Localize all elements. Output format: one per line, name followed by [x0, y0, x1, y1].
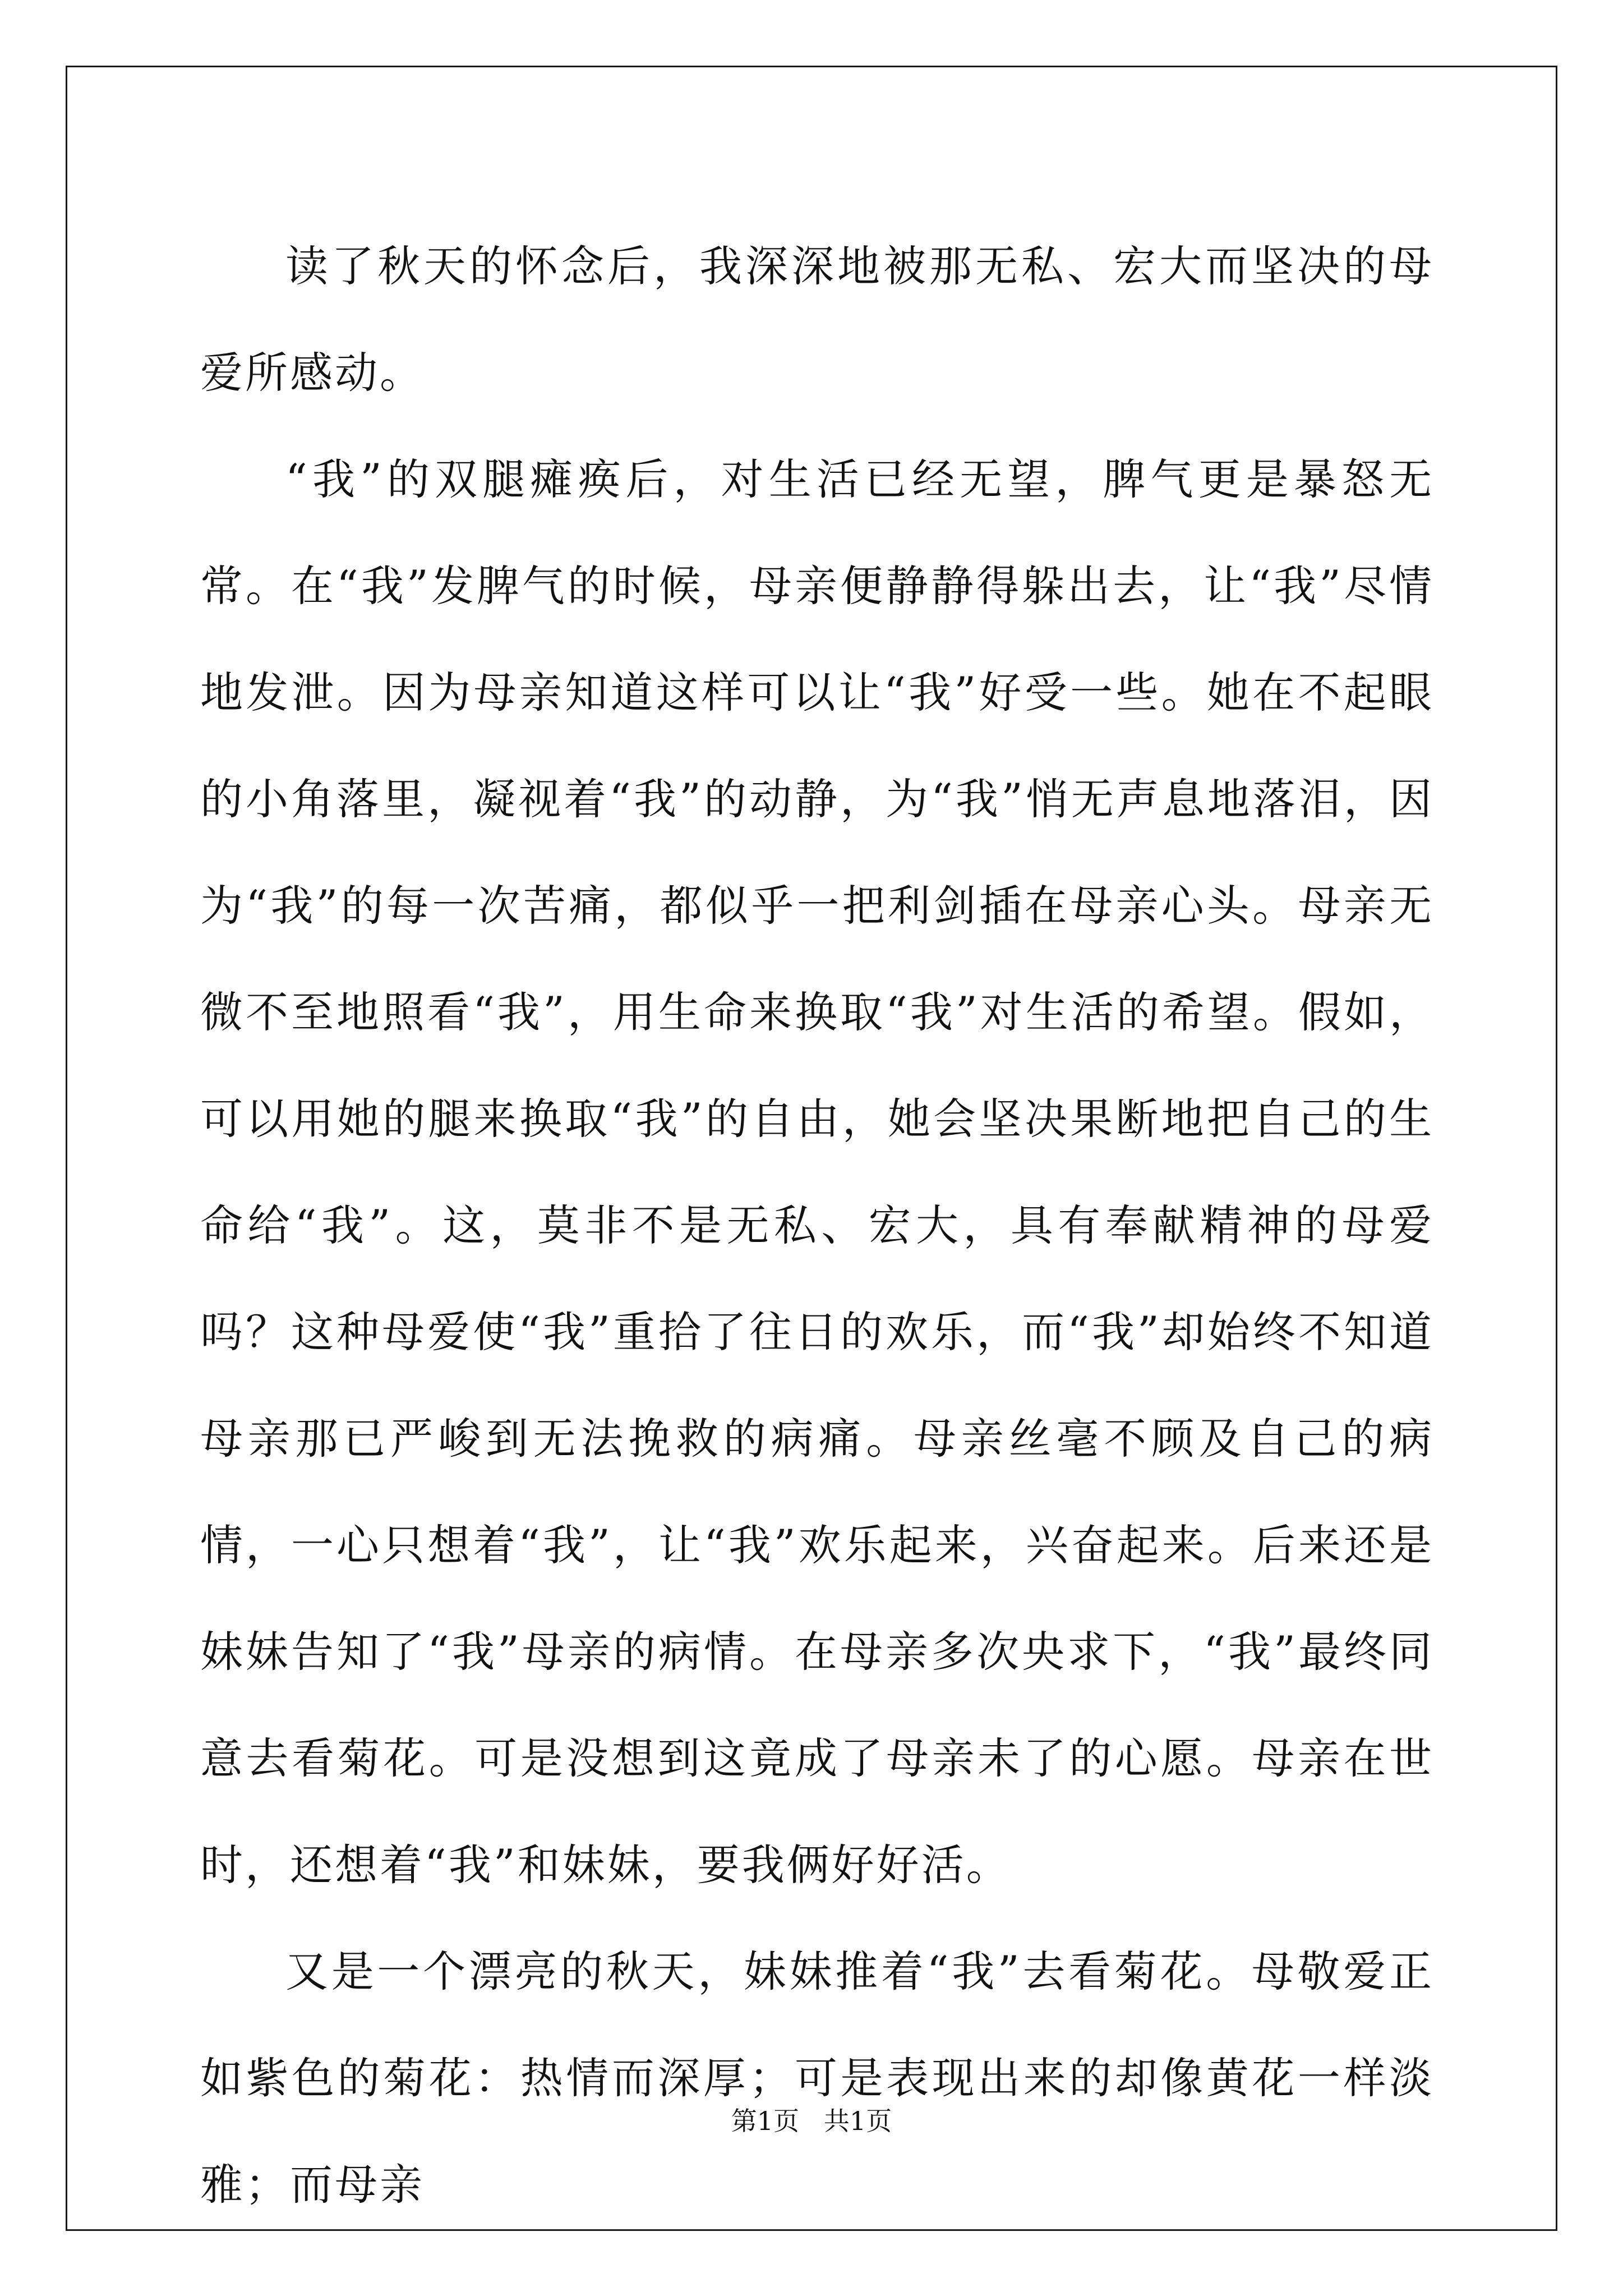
paragraph-2: “我”的双腿瘫痪后，对生活已经无望，脾气更是暴怒无常。在“我”发脾气的时候，母亲便静静得躲出去，让“我”尽情地发泄。因为母亲知道这样可以让“我”好受一些。她在不起眼的小角落里，凝视着“我”的动静，为“我”悄无声息地落泪，因为“我”的每一次苦痛，都似乎一把利剑插在母亲心头。母亲无微不至地照看“我”，用生命来换取“我”对生活的希望。假如，可以用她的腿来换取“我”的自由，她会坚决果断地把自己的生命给“我”。这，莫非不是无私、宏大，具有奉献精神的母爱吗？这种母爱使“我”重拾了往日的欢乐，而“我”却始终不知道母亲那已严峻到无法挽救的病痛。母亲丝毫不顾及自己的病情，一心只想着“我”，让“我”欢乐起来，兴奋起来。后来还是妹妹告知了“我”母亲的病情。在母亲多次央求下，“我”最终同意去看菊花。可是没想到这竟成了母亲未了的心愿。母亲在世时，还想着“我”和妹妹，要我俩好好活。 — [200, 454, 1434, 1890]
paragraph-3: 又是一个漂亮的秋天，妹妹推着“我”去看菊花。母敬爱正如紫色的菊花：热情而深厚；可是表现出来的却像黄花一样淡雅；而母亲 — [200, 1947, 1434, 2210]
document-body — [200, 213, 1434, 2238]
paragraph-1: 读了秋天的怀念后，我深深地被那无私、宏大而坚决的母爱所感动。 — [200, 241, 1434, 398]
page-footer: 第1页 共1页 — [731, 2106, 892, 2136]
